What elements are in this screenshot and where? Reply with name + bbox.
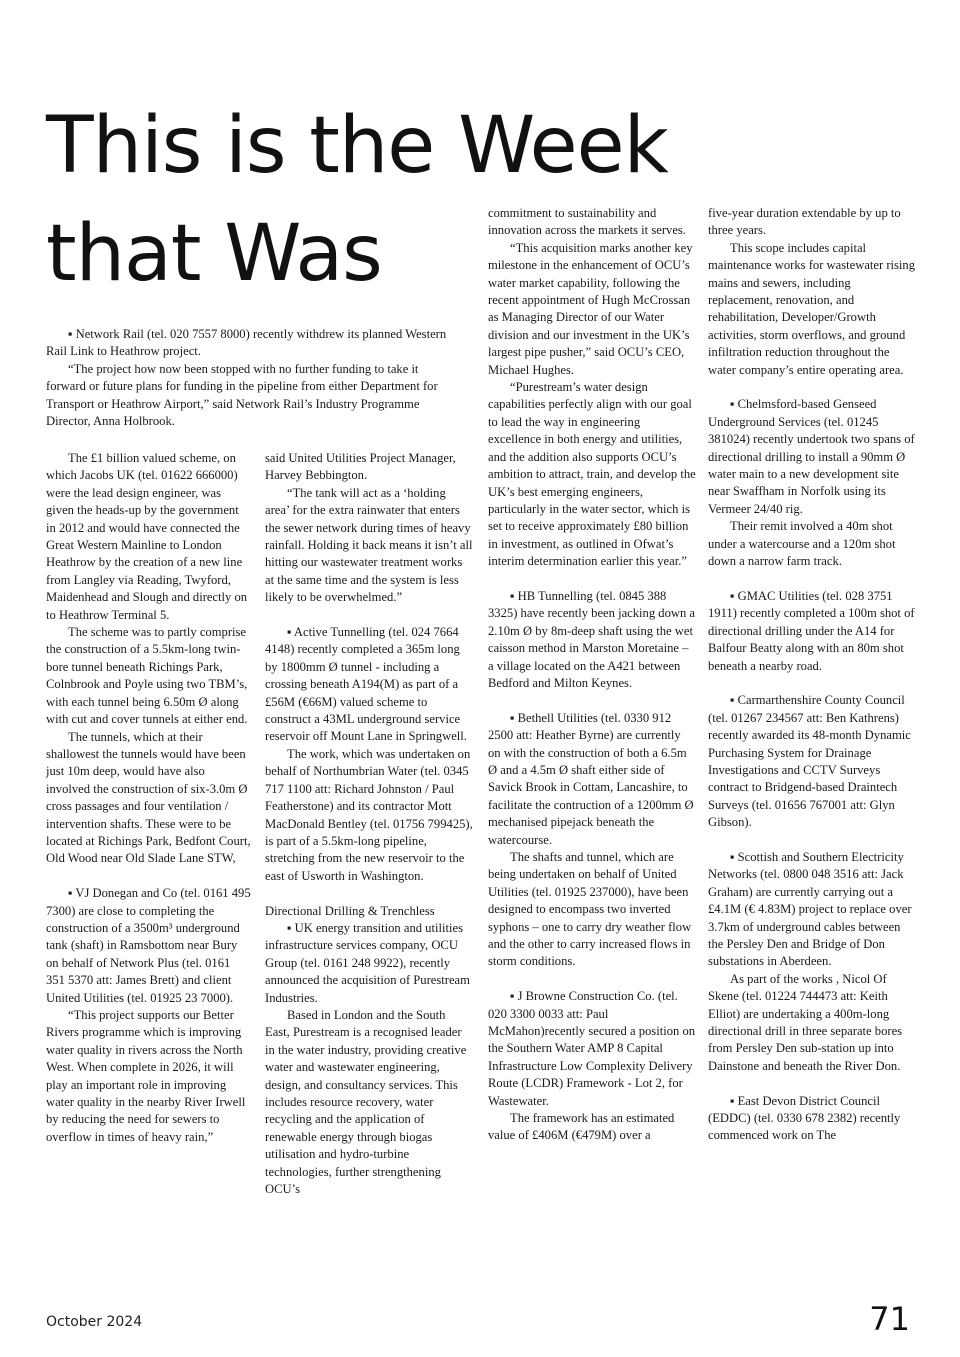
paragraph: five-year duration extendable by up to three years. <box>708 206 901 238</box>
paragraph: Their remit involved a 40m shot under a watercourse and a 120m shot down a narrow farm track. <box>708 519 896 569</box>
paragraph: ▪ UK energy transition and utilities infrastructure services company, OCU Group (tel. 0161 248 9922), recently announced the acquisition of Purestream Industries. <box>265 920 470 1005</box>
paragraph: “This acquisition marks another key milestone in the enhancement of OCU’s water market capability, following the recent appointment of Hugh McCrossan as Managing Director of our Water division and our investment in the UK’s largest pipe pusher,” said OCU’s CEO, Michael Hughes. <box>488 240 693 377</box>
section-heading: Directional Drilling & Trenchless <box>265 903 435 918</box>
paragraph: ▪ East Devon District Council (EDDC) (tel. 0330 678 2382) recently commenced work on The <box>708 1093 901 1143</box>
paragraph: The £1 billion valued scheme, on which Jacobs UK (tel. 01622 666000) were the lead design engineer, was given the heads-up by the government in 2012 and would have connected the Great Western Mainline to London Heathrow by the creation of a new line from Langley via Reading, Twyford, Maidenhead and Slough and directly on to Heathrow Terminal 5. <box>46 451 248 622</box>
column-2 <box>265 450 473 1198</box>
paragraph: As part of the works , Nicol Of Skene (tel. 01224 744473 att: Keith Elliot) are undertaking a 400m-long directional drill in three separate bores from Persley Den sub-station up into Dainstone and beneath the River Don. <box>708 971 903 1073</box>
paragraph: The tunnels, which at their shallowest the tunnels would have been just 10m deep, would have also involved the construction of six-3.0m Ø cross passages and four ventilation / intervention shafts. These were to be located at Richings Park, Bedfont Court, Old Wood near Old Slade Lane STW, <box>46 729 251 866</box>
intro-paragraph: ▪ Network Rail (tel. 020 7557 8000) recently withdrew its planned Western Rail Link to Heathrow project. <box>46 327 447 359</box>
column-3 <box>488 205 696 1145</box>
paragraph: ▪ J Browne Construction Co. (tel. 020 3300 0033 att: Paul McMahon)recently secured a position on the Southern Water AMP 8 Capital Infrastructure Low Complexity Delivery Route (LCDR) Framework - Lot 2, for Wastewater. <box>488 989 696 1108</box>
paragraph: ▪ Active Tunnelling (tel. 024 7664 4148) recently completed a 365m long by 1800mm Ø tunnel - including a crossing beneath A194(M) as part of a £56M (€66M) valued scheme to construct a 43ML underground service reservoir off Mount Lane in Springwell. <box>265 625 467 744</box>
paragraph: ▪ GMAC Utilities (tel. 028 3751 1911) recently completed a 100m shot of directional drilling under the A14 for Balfour Beatty along with an 80m shot beneath a nearby road. <box>708 588 915 673</box>
paragraph: Based in London and the South East, Purestream is a recognised leader in the water industry, providing creative water and wastewater engineering, design, and consultancy services. This includes resource recovery, water recycling and the application of renewable energy through biogas utilisation and hydro-turbine technologies, further strengthening OCU’s <box>265 1007 467 1197</box>
paragraph: ▪ Chelmsford-based Genseed Underground Services (tel. 01245 381024) recently undertook two spans of directional drilling to install a 90mm Ø water main to a new development site near Swaffham in Norfolk using its Vermeer 24/40 rig. <box>708 397 915 516</box>
column-4 <box>708 205 918 1145</box>
paragraph: ▪ Scottish and Southern Electricity Networks (tel. 0800 048 3516 att: Jack Graham) are currently carrying out a £4.1M (€ 4.83M) project to replace over 3.7km of underground cables between the Persley Den and Bridge of Don substations in Aberdeen. <box>708 849 912 969</box>
paragraph: said United Utilities Project Manager, Harvey Bebbington. <box>265 451 456 483</box>
paragraph: “The tank will act as a ‘holding area’ for the extra rainwater that enters the sewer network during times of heavy rainfall. Holding it back means it isn’t all hitting our wastewater treatment works at the same time and the system is less likely to be overwhelmed.” <box>265 485 473 605</box>
paragraph: The work, which was undertaken on behalf of Northumbrian Water (tel. 0345 717 1100 att: Richard Johnston / Paul Featherstone) and its contractor Mott MacDonald Bentley (tel. 01756 799425), is part of a 5.5km-long pipeline, stretching from the new reservoir to the east of Usworth in Washington. <box>265 746 473 883</box>
paragraph: ▪ Bethell Utilities (tel. 0330 912 2500 att: Heather Byrne) are currently on with the construction of both a 6.5m Ø and a 4.5m Ø shaft either side of Savick Brook in Cottam, Lancashire, to facilitate the contruction of a 1200mm Ø mechanised pipejack beneath the watercourse. <box>488 710 694 847</box>
paragraph: The framework has an estimated value of £406M (€479M) over a <box>488 1111 675 1143</box>
paragraph: “Purestream’s water design capabilities perfectly align with our goal to lead the way in engineering excellence in both energy and utilities, and the addition also supports OCU’s ambition to attract, train, and develop the UK’s best emerging engineers, particularly in the water sector, which is set to receive approximately £80 billion in investment, as outlined in Ofwat’s interim determination earlier this year.” <box>488 380 696 569</box>
intro-paragraph: “The project how now been stopped with no further funding to take it forward or future plans for funding in the pipeline from either Department for Transport or Heathrow Airport,” said Network Rail’s Industry Programme Director, Anna Holbrook. <box>46 361 438 429</box>
paragraph: “This project supports our Better Rivers programme which is improving water quality in rivers across the North West. When complete in 2026, it will play an important role in improving water quality in the nearby River Irwell by reducing the need for sewers to overflow in times of heavy rain,” <box>46 1007 246 1144</box>
column-1 <box>46 450 251 1146</box>
headline-line-2: that Was <box>46 209 382 299</box>
footer-date: October 2024 <box>46 1314 143 1330</box>
headline-line-1: This is the Week <box>46 101 668 191</box>
paragraph: The shafts and tunnel, which are being undertaken on behalf of United Utilities (tel. 01925 237000), have been designed to encompass two inverted syphons – one to carry dry weather flow and the other to carry increased flows in storm conditions. <box>488 850 692 969</box>
intro-paragraphs <box>46 326 458 430</box>
paragraph: This scope includes capital maintenance works for wastewater rising mains and sewers, including replacement, renovation, and rehabilitation, Developer/Growth activities, storm overflows, and ground infiltration reduction throughout the water company’s entire operating area. <box>708 240 916 377</box>
paragraph: ▪ VJ Donegan and Co (tel. 0161 495 7300) are close to completing the construction of a 3500m³ underground tank (shaft) in Ramsbottom near Bury on behalf of Network Plus (tel. 0161 351 5370 att: James Brett) and client United Utilities (tel. 01925 23 7000). <box>46 886 251 1005</box>
paragraph: ▪ Carmarthenshire County Council (tel. 01267 234567 att: Ben Kathrens) recently awarded its 48-month Dynamic Purchasing System for Drainage Investigations and CCTV Surveys contract to Bridgend-based Draintech Surveys (tel. 01656 767001 att: Glyn Gibson). <box>708 693 911 830</box>
paragraph: The scheme was to partly comprise the construction of a 5.5km-long twin-bore tunnel beneath Richings Park, Colnbrook and Poyle using two TBM’s, with each tunnel being 6.50m Ø along with cut and cover tunnels at either end. <box>46 625 248 727</box>
paragraph: commitment to sustainability and innovation across the markets it serves. <box>488 206 686 238</box>
page-number: 71 <box>869 1300 910 1338</box>
paragraph: ▪ HB Tunnelling (tel. 0845 388 3325) have recently been jacking down a 2.10m Ø by 8m-deep shaft using the wet caisson method in Marston Moretaine – a village located on the A421 between Bedford and Milton Keynes. <box>488 588 696 690</box>
